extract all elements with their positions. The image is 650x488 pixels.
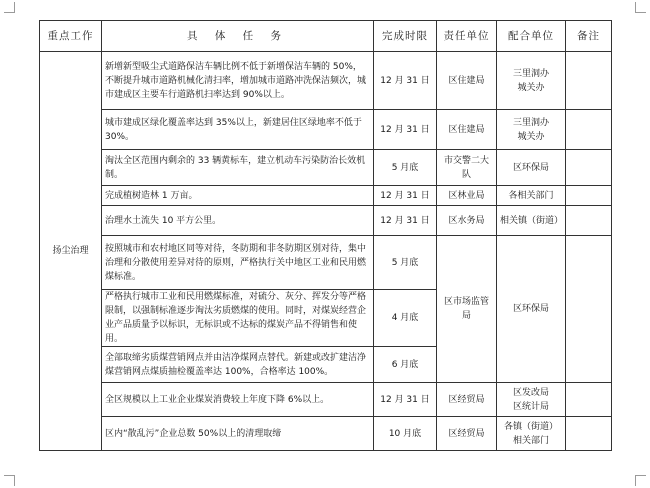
cooperating-cell: 区环保局	[497, 150, 566, 186]
remarks-cell	[566, 383, 612, 417]
task-cell: 全部取缔劣质煤营销网点并由洁净煤网点替代。新建或改扩建洁净煤营销网点煤质抽检覆盖率达 100%，合格率达 100%。	[102, 347, 374, 383]
table-row	[40, 186, 612, 206]
cooperating-cell: 相关镇（街道）	[497, 206, 566, 236]
remarks-cell	[566, 206, 612, 236]
task-cell: 全区规模以上工业企业煤炭消费较上年度下降 6%以上。	[102, 383, 374, 417]
header-row	[40, 21, 612, 52]
cooperating-cell: 区环保局	[497, 236, 566, 383]
cooperating-cell: 各相关部门	[497, 186, 566, 206]
deadline-cell: 6 月底	[374, 347, 437, 383]
task-cell: 完成植树造林 1 万亩。	[102, 186, 374, 206]
remarks-cell	[566, 52, 612, 110]
crop-mark-top-left	[4, 2, 15, 13]
remarks-cell	[566, 110, 612, 150]
deadline-cell: 12 月 31 日	[374, 206, 437, 236]
deadline-cell: 12 月 31 日	[374, 110, 437, 150]
deadline-cell: 10 月底	[374, 417, 437, 451]
header-remarks: 备注	[566, 21, 612, 52]
table-row	[40, 110, 612, 150]
task-cell: 区内“散乱污”企业总数 50%以上的清理取缔	[102, 417, 374, 451]
header-cooperating: 配合单位	[497, 21, 566, 52]
remarks-cell	[566, 150, 612, 186]
task-cell: 严格执行城市工业和民用燃煤标准，对硫分、灰分、挥发分等严格限制，以强制标准逐步淘汰劣质燃煤的使用。同时，对煤炭经营企业产品质量予以标识，无标识或不达标的煤炭产品不得销售和使用。	[102, 290, 374, 347]
task-cell: 淘汰全区范围内剩余的 33 辆黄标车，建立机动车污染防治长效机制。	[102, 150, 374, 186]
task-cell: 城市建成区绿化覆盖率达到 35%以上，新建居住区绿地率不低于 30%。	[102, 110, 374, 150]
remarks-cell	[566, 186, 612, 206]
table-row	[40, 236, 612, 290]
table-row	[40, 206, 612, 236]
task-cell: 新增新型吸尘式道路保洁车辆比例不低于新增保洁车辆的 50%，不断提升城市道路机械化清扫率，增加城市道路冲洗保洁频次，城市建成区主要车行道路机扫率达到 90%以上。	[102, 52, 374, 110]
deadline-cell: 12 月 31 日	[374, 186, 437, 206]
header-responsible: 责任单位	[437, 21, 497, 52]
cooperating-cell: 各镇（街道） 相关部门	[497, 417, 566, 451]
task-cell: 治理水土流失 10 平方公里。	[102, 206, 374, 236]
deadline-cell: 12 月 31 日	[374, 383, 437, 417]
cooperating-cell: 三里洞办 城关办	[497, 110, 566, 150]
responsible-cell: 区经贸局	[437, 417, 497, 451]
header-key-work: 重点工作	[40, 21, 102, 52]
remarks-cell	[566, 417, 612, 451]
table-row	[40, 417, 612, 451]
remarks-cell	[566, 236, 612, 383]
crop-mark-top-right	[635, 2, 646, 13]
cooperating-cell: 三里洞办 城关办	[497, 52, 566, 110]
category-cell: 扬尘治理	[40, 52, 102, 451]
table-row	[40, 150, 612, 186]
task-cell: 按照城市和农村地区同等对待，冬防期和非冬防期区别对待，集中治理和分散使用差异对待的原则，严格执行关中地区工业和民用燃煤标准。	[102, 236, 374, 290]
deadline-cell: 5 月底	[374, 236, 437, 290]
deadline-cell: 12 月 31 日	[374, 52, 437, 110]
responsible-cell: 区市场监管局	[437, 236, 497, 383]
crop-mark-bottom-right	[635, 475, 646, 486]
responsible-cell: 区水务局	[437, 206, 497, 236]
table-row	[40, 52, 612, 110]
responsible-cell: 区住建局	[437, 110, 497, 150]
responsible-cell: 区林业局	[437, 186, 497, 206]
table-row	[40, 383, 612, 417]
task-table	[39, 20, 612, 451]
header-deadline: 完成时限	[374, 21, 437, 52]
cooperating-cell: 区发改局 区统计局	[497, 383, 566, 417]
deadline-cell: 5 月底	[374, 150, 437, 186]
responsible-cell: 区经贸局	[437, 383, 497, 417]
header-tasks: 具 体 任 务	[102, 21, 374, 52]
responsible-cell: 市交警二大队	[437, 150, 497, 186]
deadline-cell: 4 月底	[374, 290, 437, 347]
crop-mark-bottom-left	[4, 475, 15, 486]
responsible-cell: 区住建局	[437, 52, 497, 110]
